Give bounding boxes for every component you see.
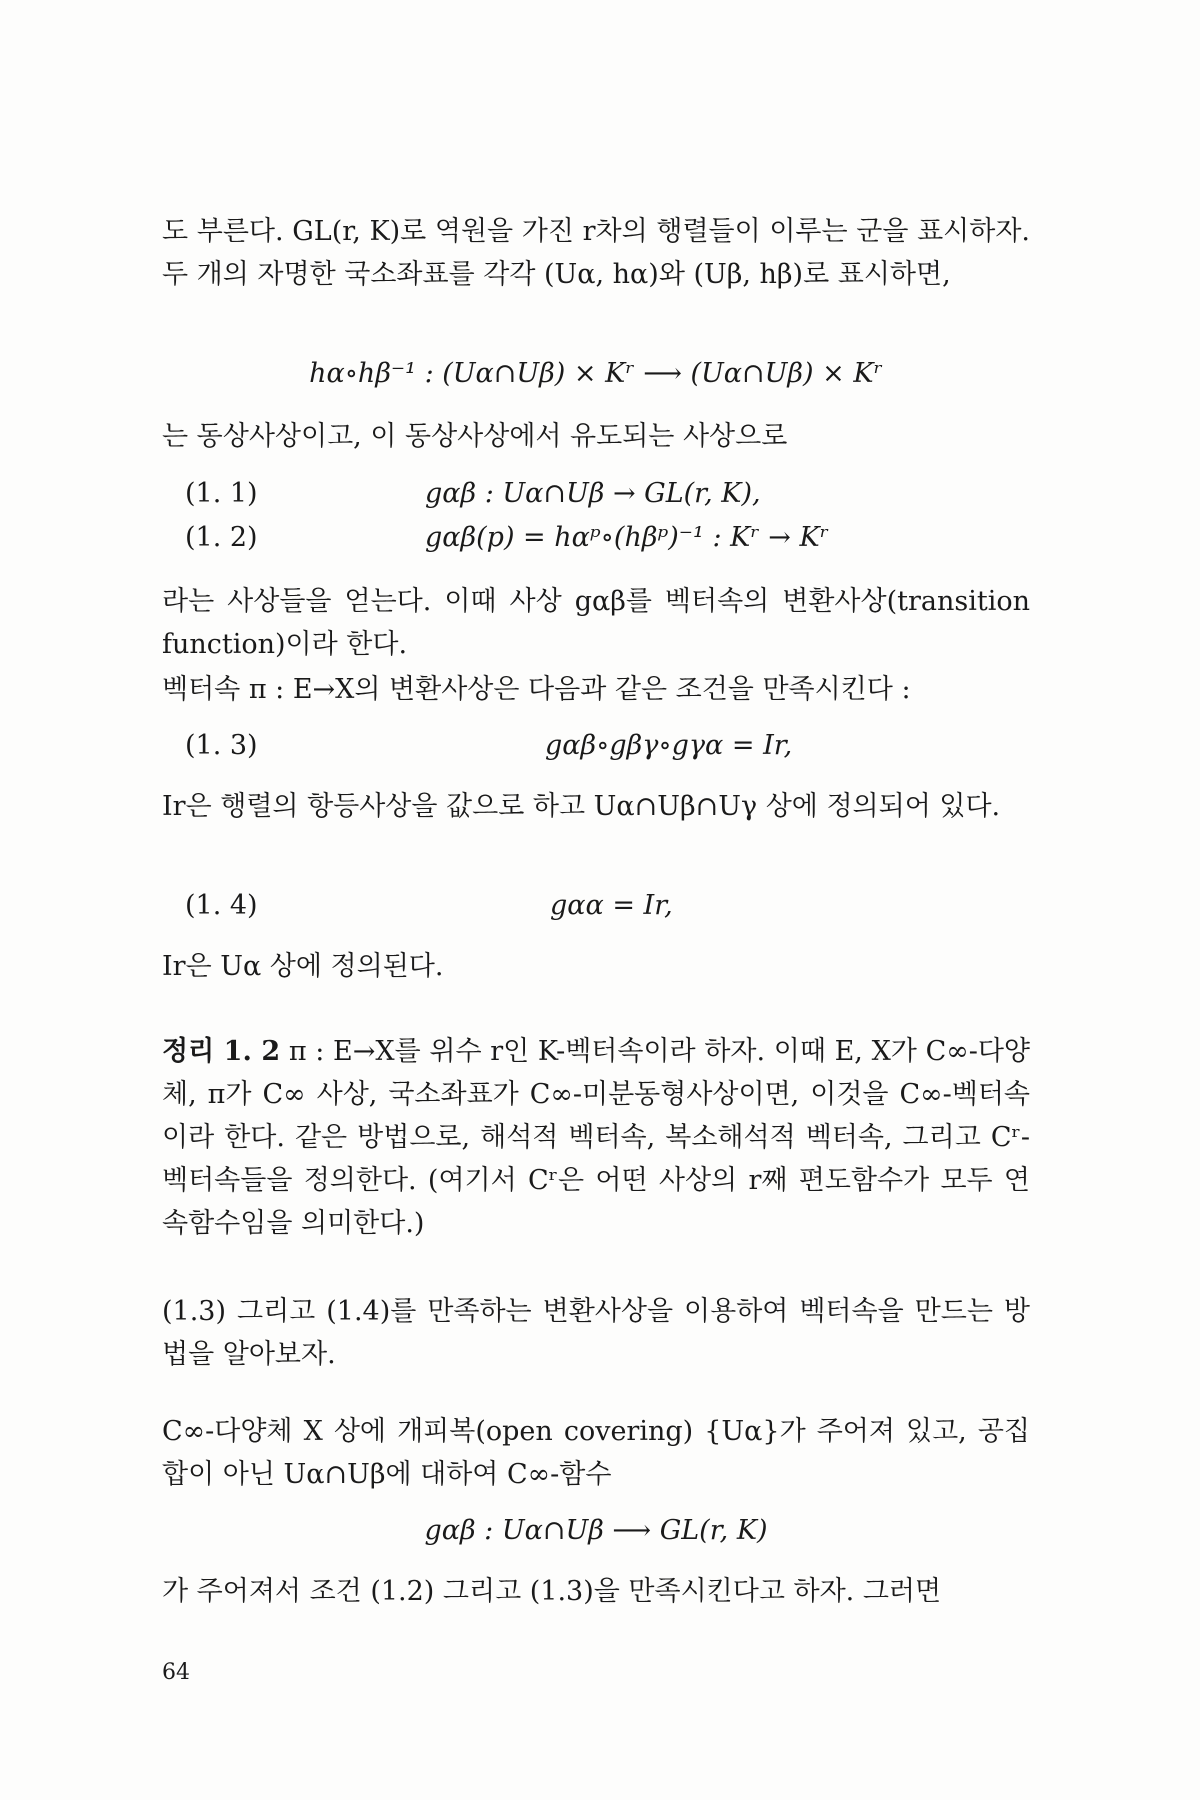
paragraph-open-covering — [162, 1410, 1030, 1496]
paragraph-text: 는 동상사상이고, 이 동상사상에서 유도되는 사상으로 — [162, 421, 788, 452]
equation-1-2 — [185, 522, 1030, 562]
equation-1-3 — [185, 730, 1030, 770]
theorem-label: 정리 1. 2 — [162, 1036, 281, 1067]
paragraph-transition-function — [162, 580, 1030, 666]
equation-body: gαβ : Uα∩Uβ → GL(r, K), — [425, 478, 761, 509]
paragraph-construction — [162, 1290, 1030, 1376]
paragraph-text: 도 부른다. GL(r, K)로 역원을 가진 r차의 행렬들이 이루는 군을 표시하자. 두 개의 자명한 국소좌표를 각각 (Uα, hα)와 (Uβ, hβ)로 표시하면, — [162, 216, 1030, 290]
equation-number: (1. 1) — [185, 478, 258, 509]
equation-number: (1. 3) — [185, 730, 258, 761]
equation-1-4 — [185, 890, 1030, 930]
theorem-text: π : E→X를 위수 r인 K-벡터속이라 하자. 이때 E, X가 C∞-다양체, π가 C∞ 사상, 국소좌표가 C∞-미분동형사상이면, 이것을 C∞-벡터속이라 한다. 같은 방법으로, 해석적 벡터속, 복소해석적 벡터속, 그리고 Cʳ-벡터속들을 정의한다. (여기서 Cʳ은 어떤 사상의 r째 편도함수가 모두 연속함수임을 의미한다.) — [162, 1036, 1031, 1239]
paragraph-identity — [162, 785, 1030, 828]
page-number: 64 — [162, 1660, 190, 1685]
equation-1-1 — [185, 478, 1030, 518]
theorem-1-2 — [162, 1030, 1030, 1245]
paragraph-text: (1.3) 그리고 (1.4)를 만족하는 변환사상을 이용하여 벡터속을 만드는 방법을 알아보자. — [162, 1296, 1030, 1370]
paragraph-text: 벡터속 π : E→X의 변환사상은 다음과 같은 조건을 만족시킨다 : — [162, 674, 911, 705]
equation-number: (1. 4) — [185, 890, 258, 921]
paragraph-text: 라는 사상들을 얻는다. 이때 사상 gαβ를 벡터속의 변환사상(transition function)이라 한다. — [162, 586, 1030, 660]
paragraph-identity-domain — [162, 945, 1030, 988]
paragraph-text: Ir은 Uα 상에 정의된다. — [162, 951, 444, 982]
paragraph-conclusion — [162, 1570, 1030, 1613]
paragraph-homeomorphism — [162, 415, 1030, 458]
paragraph-text: 가 주어져서 조건 (1.2) 그리고 (1.3)을 만족시킨다고 하자. 그러면 — [162, 1576, 942, 1607]
equation-number: (1. 2) — [185, 522, 258, 553]
equation-body: gαβ∘gβγ∘gγα = Ir, — [545, 730, 793, 761]
formula-transition-homeomorphism — [162, 358, 1030, 389]
paragraph-intro — [162, 210, 1030, 296]
equation-body: gαα = Ir, — [550, 890, 673, 921]
formula-text: gαβ : Uα∩Uβ ⟶ GL(r, K) — [424, 1515, 768, 1546]
paragraph-text: C∞-다양체 X 상에 개피복(open covering) {Uα}가 주어져 있고, 공집합이 아닌 Uα∩Uβ에 대하여 C∞-함수 — [162, 1416, 1030, 1490]
formula-text: hα∘hβ⁻¹ : (Uα∩Uβ) × Kʳ ⟶ (Uα∩Uβ) × Kʳ — [309, 358, 883, 389]
paragraph-text: Ir은 행렬의 항등사상을 값으로 하고 Uα∩Uβ∩Uγ 상에 정의되어 있다. — [162, 791, 1001, 822]
paragraph-conditions — [162, 668, 1030, 711]
equation-body: gαβ(p) = hαᵖ∘(hβᵖ)⁻¹ : Kʳ → Kʳ — [425, 522, 829, 553]
formula-transition-map — [162, 1515, 1030, 1546]
